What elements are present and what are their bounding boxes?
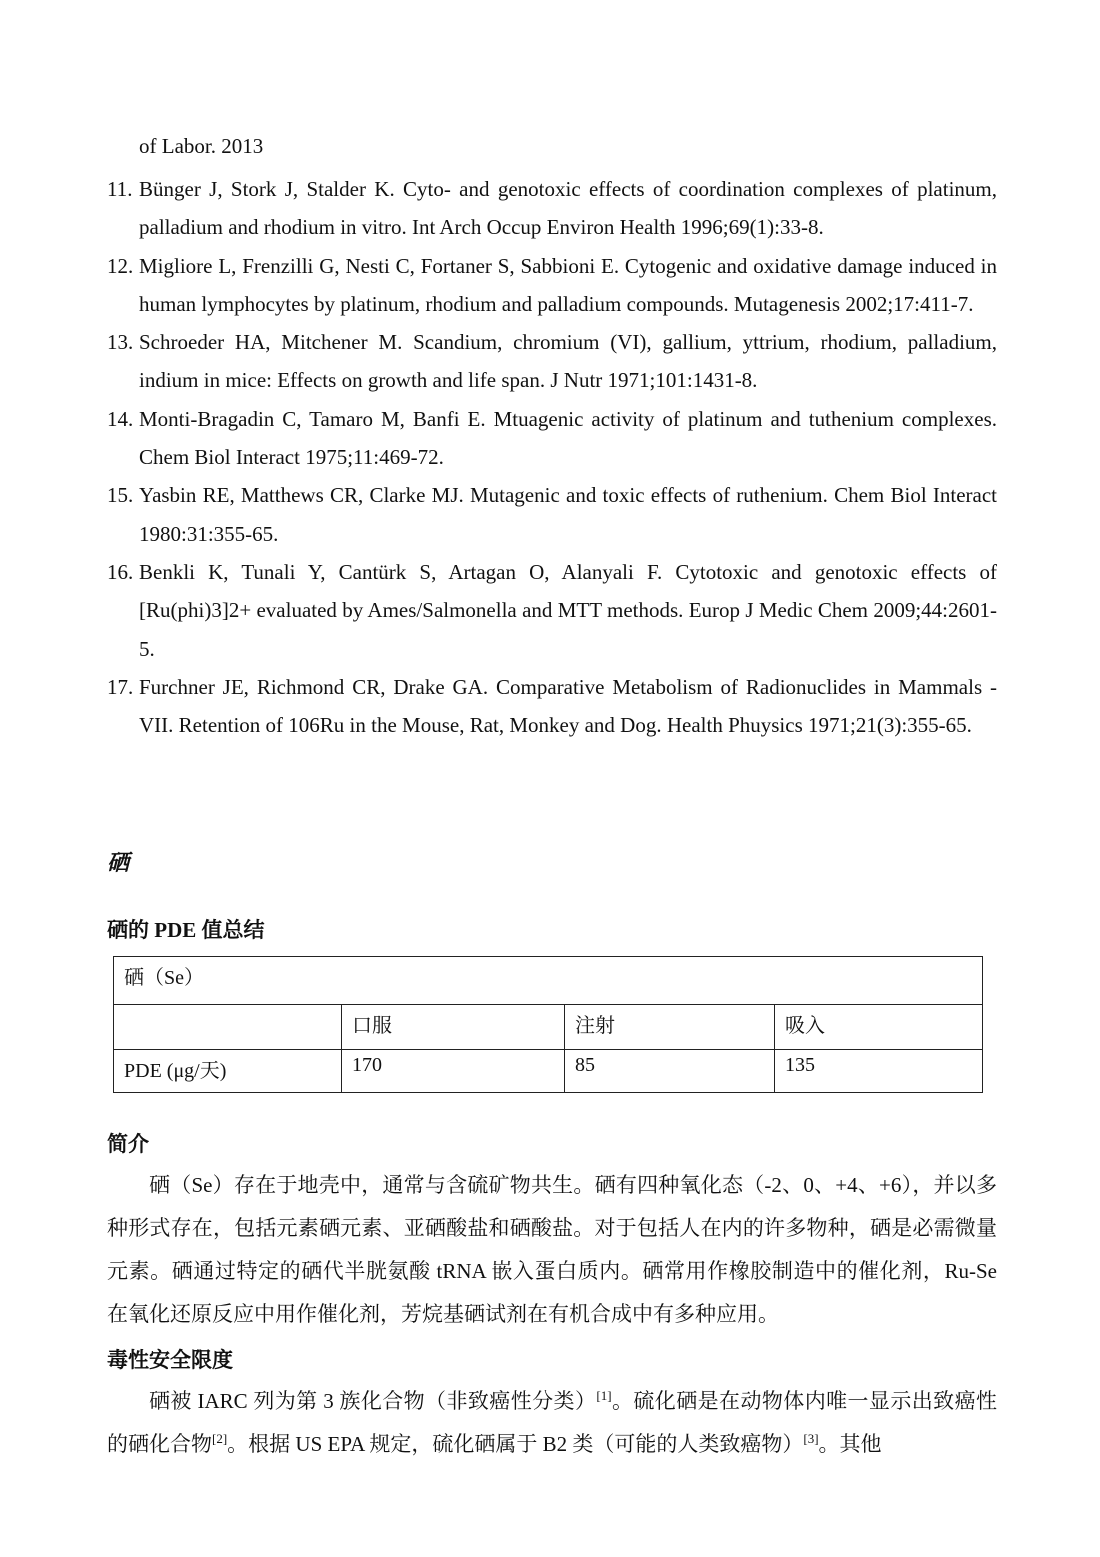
table-header-row: [114, 957, 983, 1005]
reference-item: [107, 323, 997, 400]
value-oral: 170: [342, 1050, 565, 1093]
reference-list: [107, 170, 997, 744]
citation-ref[interactable]: [2]: [212, 1431, 228, 1446]
reference-text: Schroeder HA, Mitchener M. Scandium, chromium (VI), gallium, yttrium, rhodium, palladium, indium in mice: Effects on growth and life span. J Nutr 1971;101:1431-8.: [139, 330, 997, 393]
reference-number: 13.: [107, 330, 134, 355]
reference-continuation: of Labor. 2013: [139, 134, 264, 158]
intro-heading: 简介: [107, 1132, 149, 1156]
table-row: [114, 1050, 983, 1093]
column-oral: 口服: [342, 1005, 565, 1050]
column-parenteral: 注射: [565, 1005, 775, 1050]
toxicity-text: 硒被 IARC 列为第 3 族化合物（非致癌性分类）: [149, 1389, 597, 1413]
reference-number: 11.: [107, 177, 133, 201]
intro-paragraph: 硒（Se）存在于地壳中，通常与含硫矿物共生。硒有四种氧化态（-2、0、+4、+6），并以多种形式存在，包括元素硒元素、亚硒酸盐和硒酸盐。对于包括人在内的许多物种，硒是必需微量元素。硒通过特定的硒代半胱氨酸 tRNA 嵌入蛋白质内。硒常用作橡胶制造中的催化剂，Ru-Se 在氧化还原反应中用作催化剂，芳烷基硒试剂在有机合成中有多种应用。: [107, 1173, 997, 1326]
reference-text: Yasbin RE, Matthews CR, Clarke MJ. Mutagenic and toxic effects of ruthenium. Chem Biol Interact 1980:31:355-65.: [139, 483, 997, 546]
reference-item: [107, 553, 997, 668]
reference-text: Furchner JE, Richmond CR, Drake GA. Comparative Metabolism of Radionuclides in Mammals - VII. Retention of 106Ru in the Mouse, Rat, Monkey and Dog. Health Phuysics 1971;21(3):355-65.: [139, 674, 997, 738]
value-parenteral: 85: [565, 1050, 775, 1093]
pde-table-title: 硒的 PDE 值总结: [107, 918, 265, 942]
reference-text: Benkli K, Tunali Y, Cantürk S, Artagan O, Alanyali F. Cytotoxic and genotoxic effects of [Ru(phi)3]2+ evaluated by Ames/Salmonella and MTT methods. Europ J Medic Chem 2009;44:2601-5.: [139, 559, 997, 661]
toxicity-text: 。根据 US EPA 规定，硫化硒属于 B2 类（可能的人类致癌物）: [227, 1432, 804, 1456]
table-cell-empty: [114, 1005, 342, 1050]
toxicity-heading: 毒性安全限度: [107, 1348, 233, 1372]
reference-text: Bünger J, Stork J, Stalder K. Cyto- and genotoxic effects of coordination complexes of platinum, palladium and rhodium in vitro. Int Arch Occup Environ Health 1996;69(1):33-8.: [139, 177, 997, 240]
toxicity-paragraph: [107, 1380, 997, 1466]
reference-number: 17.: [107, 674, 134, 699]
element-section-title: 硒: [107, 850, 130, 875]
pde-table: [113, 956, 983, 1093]
toxicity-text: 。其他: [818, 1432, 882, 1456]
value-inhalation: 135: [775, 1050, 983, 1093]
reference-number: 16.: [107, 559, 134, 584]
table-column-row: [114, 1005, 983, 1050]
reference-item: [107, 170, 997, 247]
toxicity-text: 。硫化硒是在动物体内唯一显示出致癌性的硒化合物: [107, 1389, 998, 1456]
reference-number: 12.: [107, 253, 134, 278]
reference-item: [107, 476, 997, 553]
reference-item: [107, 668, 997, 745]
reference-text: Migliore L, Frenzilli G, Nesti C, Fortaner S, Sabbioni E. Cytogenic and oxidative damage induced in human lymphocytes by platinum, rhodium and palladium compounds. Mutagenesis 2002;17:411-7.: [139, 253, 997, 316]
column-inhalation: 吸入: [775, 1005, 983, 1050]
reference-number: 15.: [107, 483, 134, 508]
citation-ref[interactable]: [1]: [596, 1388, 612, 1403]
table-header-cell: 硒（Se）: [114, 957, 983, 1005]
citation-ref[interactable]: [3]: [803, 1431, 819, 1446]
reference-text: Monti-Bragadin C, Tamaro M, Banfi E. Mtuagenic activity of platinum and tuthenium complexes. Chem Biol Interact 1975;11:469-72.: [139, 406, 997, 470]
reference-item: [107, 400, 997, 477]
row-label-pde: PDE (μg/天): [114, 1050, 342, 1093]
reference-item: [107, 247, 997, 324]
reference-number: 14.: [107, 406, 134, 431]
